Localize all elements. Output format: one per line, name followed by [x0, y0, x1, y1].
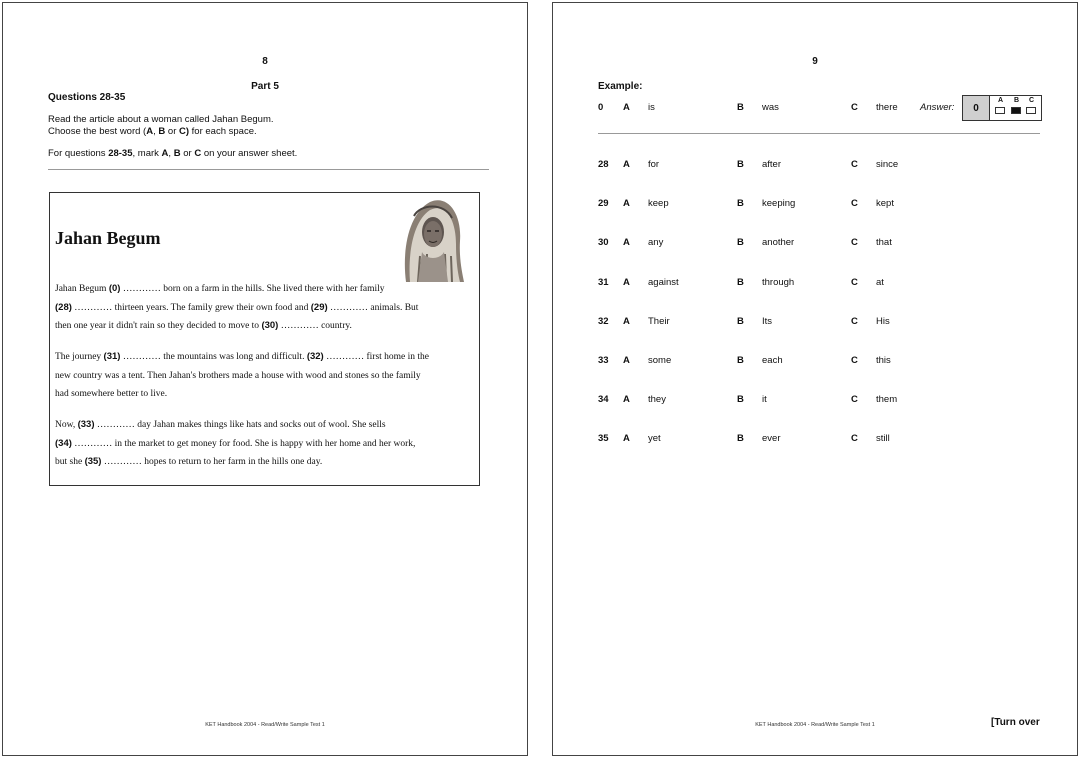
option-text: kept: [876, 198, 894, 210]
instruction-line: Read the article about a woman called Jahan Begum.: [48, 114, 274, 125]
article-text: ………… animals. But: [327, 302, 419, 313]
option-letter: A: [623, 355, 630, 366]
option-text: still: [876, 433, 890, 445]
option-text: there: [876, 102, 898, 113]
choice-letter: C: [1029, 97, 1035, 104]
article-text: but she: [55, 457, 85, 467]
gap-number: (0): [108, 283, 121, 294]
divider: [598, 133, 1040, 134]
option-text: another: [762, 237, 795, 249]
option-letter: B: [737, 237, 744, 249]
turn-over-note: [Turn over: [991, 717, 1040, 728]
option-letter: B: [737, 198, 744, 210]
choice-letter: A: [998, 97, 1004, 104]
question-row: [553, 198, 1077, 212]
instruction-line: For questions 28-35, mark A, B or C on your answer sheet.: [48, 148, 298, 159]
option-text: ever: [762, 433, 781, 445]
left-page: [2, 2, 528, 756]
option-letter: C: [851, 394, 858, 406]
option-letter: A: [623, 198, 630, 210]
question-number: 0: [598, 102, 604, 113]
option-text: since: [876, 159, 899, 170]
option-letter: B: [737, 102, 744, 113]
option-text: some: [648, 355, 672, 366]
article-box: [49, 192, 480, 486]
question-row: [553, 316, 1077, 330]
option-text: His: [876, 315, 890, 327]
article-text: ………… hopes to return to her farm in the hills one day.: [101, 457, 323, 467]
gap-number: (35): [84, 456, 102, 467]
option-text: any: [648, 237, 664, 249]
option-text: at: [876, 276, 884, 288]
article-text: ………… the mountains was long and difficult.: [120, 352, 307, 362]
article-text: had somewhere better to live.: [55, 389, 168, 399]
divider: [48, 169, 489, 170]
option-letter: B: [737, 276, 744, 288]
choice-letter: B: [1014, 97, 1020, 104]
option-text: for: [648, 159, 660, 170]
option-text: it: [762, 394, 767, 406]
answer-choices: [990, 96, 1041, 120]
option-letter: A: [623, 159, 630, 170]
option-letter: A: [623, 394, 630, 406]
option-letter: B: [737, 355, 744, 366]
article-title: Jahan Begum: [55, 228, 161, 248]
article-text: new country was a tent. Then Jahan's brothers made a house with wood and stones so the family: [55, 370, 421, 381]
option-letter: C: [851, 433, 858, 445]
gap-number: (29): [310, 301, 328, 313]
question-row: [553, 355, 1077, 369]
option-text: keep: [648, 198, 669, 210]
question-row: [553, 277, 1077, 291]
page-number: 9: [812, 56, 818, 67]
answer-label: Answer:: [920, 102, 955, 113]
question-number: 30: [598, 237, 609, 249]
gap-number: (30): [261, 320, 279, 331]
option-letter: A: [623, 237, 630, 249]
option-text: this: [876, 355, 891, 366]
option-letter: B: [737, 433, 744, 445]
option-letter: C: [851, 355, 858, 366]
article-text: ………… day Jahan makes things like hats and socks out of wool. She sells: [94, 420, 386, 430]
choice-box-b: [1011, 107, 1021, 114]
option-letter: C: [851, 237, 858, 249]
option-letter: C: [851, 315, 858, 327]
question-number: 29: [598, 198, 609, 210]
question-number: 34: [598, 394, 609, 406]
article-text: ………… first home in the: [323, 352, 430, 362]
gap-number: (34): [55, 437, 72, 449]
option-text: was: [762, 102, 779, 113]
question-number: 32: [598, 315, 609, 327]
option-text: them: [876, 394, 898, 406]
part-heading: Part 5: [251, 81, 279, 92]
answer-number: 0: [963, 96, 990, 120]
page-number: 8: [262, 56, 268, 67]
footer: KET Handbook 2004 - Read/Write Sample Test 1: [205, 722, 325, 728]
option-text: keeping: [762, 198, 796, 210]
option-text: is: [648, 102, 655, 113]
option-text: yet: [648, 433, 661, 445]
article-text: ………… thirteen years. The family grew their own food and: [71, 302, 311, 313]
option-text: against: [648, 276, 679, 288]
question-number: 33: [598, 355, 609, 366]
option-letter: C: [851, 276, 858, 288]
option-text: each: [762, 355, 783, 366]
option-letter: A: [623, 433, 630, 445]
option-letter: A: [623, 102, 630, 113]
question-row: [553, 394, 1077, 408]
option-text: they: [648, 394, 666, 406]
option-letter: A: [623, 276, 630, 288]
option-letter: B: [737, 159, 744, 170]
choice-box-c: [1026, 107, 1036, 114]
question-number: 31: [598, 276, 609, 288]
option-text: Their: [648, 315, 670, 327]
option-text: Its: [762, 315, 773, 327]
option-letter: B: [737, 315, 744, 327]
article-text: ………… in the market to get money for food. She is happy with her home and her work,: [71, 438, 416, 449]
article-text: then one year it didn't rain so they decided to move to: [55, 321, 262, 331]
question-row: [553, 159, 1077, 173]
gap-number: (33): [77, 419, 95, 430]
article-text: Now,: [55, 420, 78, 430]
choice-box-a: [995, 107, 1005, 114]
instruction-line: Choose the best word (A, B or C) for each space.: [48, 125, 257, 137]
option-letter: B: [737, 394, 744, 406]
questions-heading: Questions 28-35: [48, 92, 126, 103]
article-text: Jahan Begum: [55, 284, 109, 294]
option-text: that: [876, 237, 892, 249]
woman-portrait-image: [396, 196, 466, 282]
article-text: The journey: [55, 352, 104, 362]
article-text: ………… country.: [278, 321, 352, 331]
footer: KET Handbook 2004 - Read/Write Sample Test 1: [755, 722, 875, 728]
question-row: [553, 433, 1077, 447]
option-text: after: [762, 159, 782, 170]
option-letter: C: [851, 102, 858, 113]
gap-number: (28): [55, 301, 72, 313]
option-letter: A: [623, 315, 630, 327]
example-label: Example:: [598, 81, 643, 92]
question-row: [553, 237, 1077, 251]
option-text: through: [762, 276, 795, 288]
right-page: [552, 2, 1078, 756]
article-paragraph: [55, 348, 480, 404]
gap-number: (31): [103, 351, 121, 362]
question-number: 28: [598, 159, 609, 170]
option-letter: C: [851, 159, 858, 170]
gap-number: (32): [306, 351, 324, 362]
option-letter: C: [851, 198, 858, 210]
question-number: 35: [598, 433, 609, 445]
article-paragraph: [55, 280, 480, 336]
instructions: [48, 114, 274, 137]
article-paragraph: [55, 416, 480, 472]
answer-box: [962, 95, 1042, 121]
article-text: ………… born on a farm in the hills. She lived there with her family: [120, 284, 385, 294]
